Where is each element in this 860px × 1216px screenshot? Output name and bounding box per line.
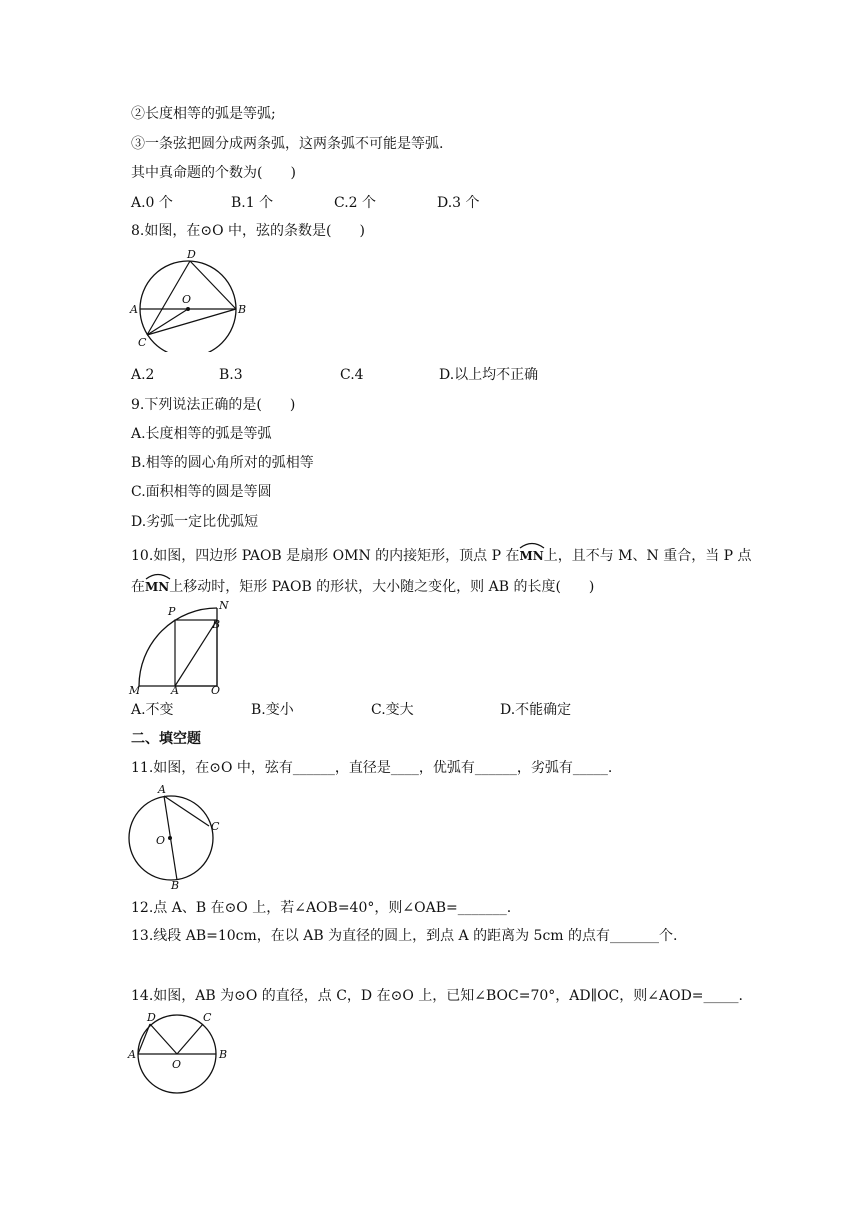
- q10-label-a: A: [171, 684, 179, 695]
- section-title-fill-in: 二、填空题: [131, 731, 201, 747]
- q10-label-o: O: [211, 684, 221, 695]
- q14-label-b: B: [219, 1048, 228, 1061]
- question-14-stem: 14.如图，AB 为⊙O 的直径，点 C，D 在⊙O 上，已知∠BOC=70°，AD∥OC，则∠AOD=_____.: [131, 988, 743, 1004]
- q10-option-d: D.不能确定: [500, 702, 572, 718]
- statement-2: ②长度相等的弧是等弧;: [131, 106, 276, 122]
- q8-label-o: O: [182, 293, 192, 306]
- q7-option-b: B.1 个: [231, 195, 274, 211]
- q10-label-p: P: [168, 605, 176, 618]
- q11-label-c: C: [211, 820, 220, 833]
- arc-mn-label-1: MN: [519, 549, 544, 563]
- question-11-stem: 11.如图，在⊙O 中，弦有______，直径是____，优弧有______，劣弧有_____.: [131, 760, 613, 776]
- statement-3: ③一条弦把圆分成两条弧，这两条弧不可能是等弧.: [131, 136, 444, 152]
- arc-mn-label-2: MN: [145, 580, 170, 594]
- arc-mn-2: [145, 574, 169, 597]
- q10-option-a: A.不变: [131, 702, 174, 718]
- q14-label-c: C: [203, 1011, 212, 1024]
- q11-circle-figure: [127, 782, 227, 890]
- q14-circle-figure: [127, 1010, 237, 1100]
- q8-circle-figure: [127, 247, 252, 352]
- question-13-stem: 13.线段 AB=10cm，在以 AB 为直径的圆上，到点 A 的距离为 5cm 的点有_______个.: [131, 928, 678, 944]
- q10-label-m: M: [129, 684, 141, 695]
- q8-label-b: B: [238, 303, 247, 316]
- q8-option-a: A.2: [131, 367, 155, 383]
- question-7-ask: 其中真命题的个数为( ): [131, 165, 296, 181]
- q8-option-c: C.4: [340, 367, 364, 383]
- q10-option-c: C.变大: [371, 702, 414, 718]
- q9-option-a: A.长度相等的弧是等弧: [131, 426, 272, 442]
- q10-stem-part-c: 在: [131, 579, 145, 595]
- q9-option-c: C.面积相等的圆是等圆: [131, 484, 272, 500]
- q9-option-d: D.劣弧一定比优弧短: [131, 514, 259, 530]
- q7-option-a: A.0 个: [131, 195, 173, 211]
- q10-stem-part-b: 上，且不与 M、N 重合，当 P 点: [543, 548, 752, 564]
- question-10-stem-line2: [131, 574, 594, 597]
- question-10-stem-line1: [131, 543, 752, 566]
- q10-option-b: B.变小: [251, 702, 294, 718]
- q10-stem-part-a: 10.如图，四边形 PAOB 是扇形 OMN 的内接矩形，顶点 P 在: [131, 548, 520, 564]
- q7-option-c: C.2 个: [334, 195, 377, 211]
- q10-label-n: N: [219, 600, 229, 612]
- q14-label-o: O: [172, 1058, 182, 1071]
- q7-option-d: D.3 个: [437, 195, 480, 211]
- question-8-stem: 8.如图，在⊙O 中，弦的条数是( ): [131, 223, 365, 239]
- q9-option-b: B.相等的圆心角所对的弧相等: [131, 455, 314, 471]
- q11-label-b: B: [171, 879, 180, 890]
- q14-label-a: A: [128, 1048, 136, 1061]
- q10-stem-part-d: 上移动时，矩形 PAOB 的形状，大小随之变化，则 AB 的长度( ): [169, 579, 595, 595]
- q8-label-c: C: [138, 336, 147, 349]
- q8-label-a: A: [130, 303, 138, 316]
- q11-label-a: A: [158, 783, 166, 796]
- arc-mn-1: [519, 543, 543, 566]
- q10-sector-figure: [127, 600, 232, 695]
- q8-option-b: B.3: [219, 367, 243, 383]
- question-9-stem: 9.下列说法正确的是( ): [131, 397, 296, 413]
- q10-label-b: B: [212, 618, 221, 631]
- q14-label-d: D: [147, 1011, 156, 1024]
- q8-option-d: D.以上均不正确: [439, 367, 539, 383]
- q8-label-d: D: [187, 248, 196, 261]
- question-12-stem: 12.点 A、B 在⊙O 上，若∠AOB=40°，则∠OAB=_______.: [131, 900, 512, 916]
- q11-label-o: O: [156, 834, 166, 847]
